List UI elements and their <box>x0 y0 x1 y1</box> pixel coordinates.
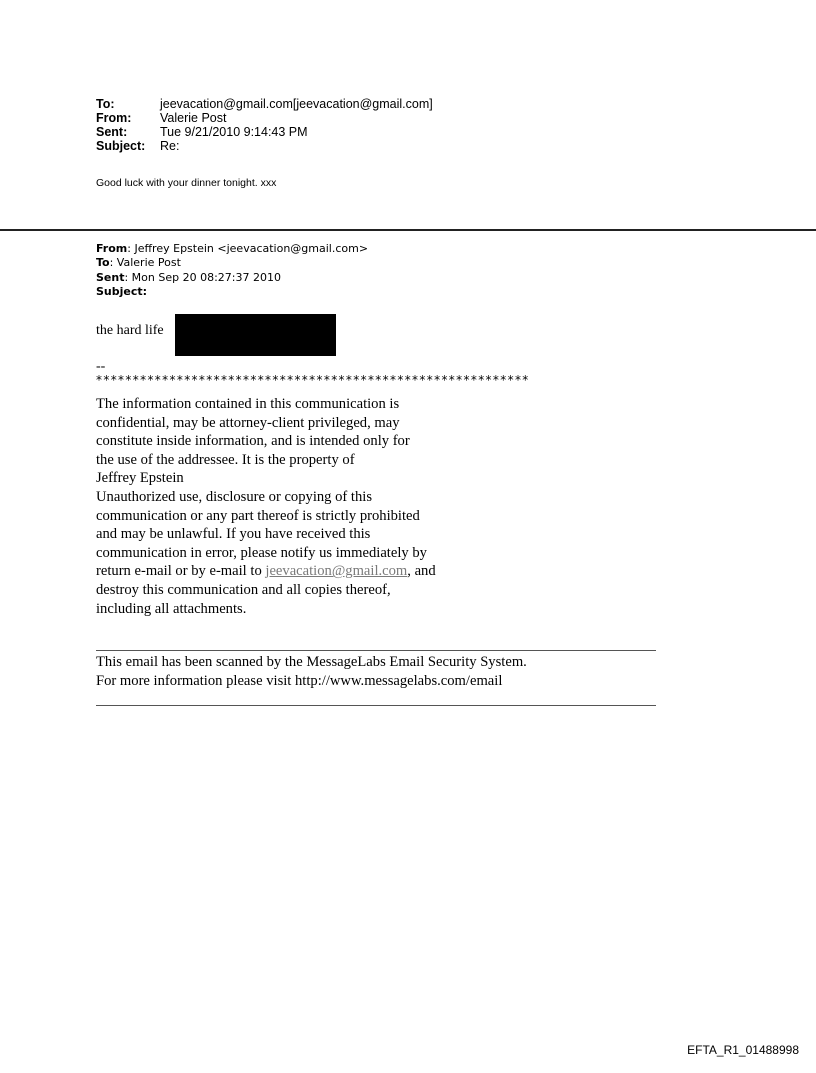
disclaimer-line: communication in error, please notify us immediately by <box>96 544 427 561</box>
scan-notice <box>96 653 527 690</box>
header-sent-value: Tue 9/21/2010 9:14:43 PM <box>160 125 308 139</box>
disclaimer-line: the use of the addressee. It is the property of <box>96 451 355 468</box>
scan-notice-top-rule <box>96 650 656 651</box>
header-from-row <box>96 111 226 125</box>
quoted-to-row <box>96 256 181 269</box>
quoted-body-text: the hard life <box>96 323 164 338</box>
email-link[interactable]: jeevacation@gmail.com <box>265 563 408 580</box>
disclaimer-line: communication or any part thereof is strictly prohibited <box>96 507 420 524</box>
header-sent-row <box>96 125 308 139</box>
quoted-subject-label: Subject <box>96 285 143 298</box>
quoted-sent-value: : Mon Sep 20 08:27:37 2010 <box>124 271 281 284</box>
scan-notice-line-2: For more information please visit http://www.messagelabs.com/email <box>96 672 503 689</box>
disclaimer-line: The information contained in this communication is <box>96 396 400 412</box>
section-divider <box>0 229 816 231</box>
header-to-label: To: <box>96 97 115 111</box>
reply-body-text: Good luck with your dinner tonight. xxx <box>96 177 277 189</box>
scan-notice-line-1: This email has been scanned by the MessageLabs Email Security System. <box>96 654 527 670</box>
header-from-label: From: <box>96 111 132 125</box>
disclaimer-line: Unauthorized use, disclosure or copying of this <box>96 488 373 505</box>
quoted-subject-row <box>96 285 147 298</box>
header-to-value: jeevacation@gmail.com[jeevacation@gmail.com] <box>160 97 433 111</box>
header-subject-label: Subject: <box>96 139 146 153</box>
quoted-from-row <box>96 242 368 255</box>
disclaimer-line: including all attachments. <box>96 600 247 617</box>
quoted-from-label: From <box>96 242 128 255</box>
quoted-subject-value: : <box>142 285 148 298</box>
disclaimer-pre-link-text: return e-mail or by e-mail to <box>96 563 266 580</box>
signature-dashes: -- <box>96 359 106 374</box>
redaction-block <box>175 314 336 356</box>
confidentiality-disclaimer <box>96 395 496 618</box>
disclaimer-post-link-text: , and <box>407 563 436 580</box>
quoted-sent-label: Sent <box>96 271 125 284</box>
quoted-to-value: : Valerie Post <box>109 256 181 269</box>
disclaimer-line: destroy this communication and all copies thereof, <box>96 581 391 598</box>
disclaimer-line: constitute inside information, and is intended only for <box>96 433 410 450</box>
disclaimer-line: and may be unlawful. If you have received this <box>96 526 371 543</box>
document-id: EFTA_R1_01488998 <box>687 1043 799 1057</box>
scan-notice-bottom-rule <box>96 705 656 706</box>
header-to-row <box>96 97 433 111</box>
quoted-to-label: To <box>96 256 110 269</box>
header-subject-value: Re: <box>160 139 180 153</box>
disclaimer-line-with-link <box>96 562 496 581</box>
header-from-value: Valerie Post <box>160 111 227 125</box>
quoted-sent-row <box>96 271 281 284</box>
asterisk-separator: *********************************************************** <box>96 373 530 387</box>
quoted-from-value: : Jeffrey Epstein <jeevacation@gmail.com> <box>127 242 369 255</box>
disclaimer-line: Jeffrey Epstein <box>96 470 184 487</box>
header-subject-row <box>96 139 179 153</box>
header-sent-label: Sent: <box>96 125 128 139</box>
disclaimer-line: confidential, may be attorney-client privileged, may <box>96 414 400 431</box>
